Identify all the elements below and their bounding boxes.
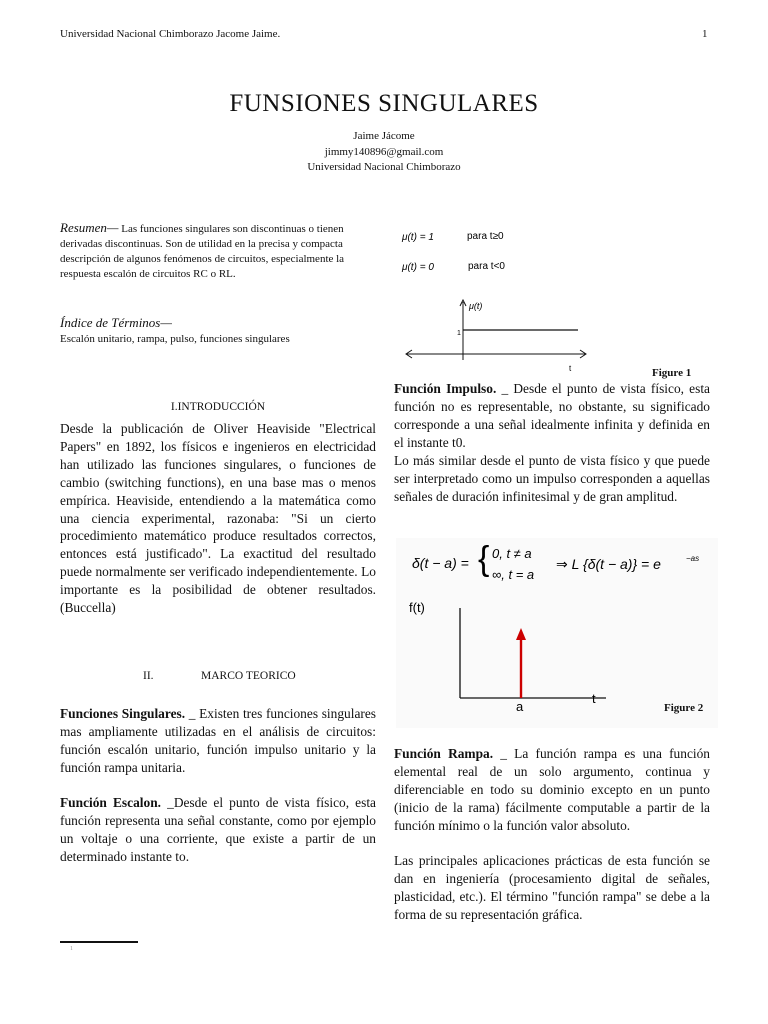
fig2-eq-exponent: −as [686,554,700,563]
figure-2 [396,538,718,728]
author-name: Jaime Jácome [353,130,415,142]
figure-1-caption: Figure 1 [652,367,692,379]
text-funcion-escalon: _Desde el punto de vista físico, esta función representa una señal constante, como por ejemplo un voltaje o una corriente, que existe a partir de un determinado instante to. [60,795,376,864]
text-funcion-impulso: _ Desde el punto de vista físico, esta función no es representable, no obstante, su significado corresponde a una señal idealmente infinita y definida en el instante t0. [394,381,710,450]
fig1-eq2-lhs: μ(t) = 0 [402,262,434,273]
fig2-x-label: t [592,691,596,706]
fig2-eq-lhs: δ(t − a) = [412,555,469,571]
fig1-eq1-lhs: μ(t) = 1 [402,232,434,243]
footnote-separator [60,941,138,943]
figure-1 [396,222,718,382]
index-terms-text: Escalón unitario, rampa, pulso, funciones singulares [60,333,290,345]
fig2-a-label: a [516,699,524,714]
fig2-brace: { [478,540,490,578]
author-email[interactable]: jimmy140896@gmail.com [324,146,444,158]
paragraph-rampa-2: Las principales aplicaciones prácticas de esta función se dan en ingeniería (procesamiento digital de señales, plasticidad, etc.). El término "función rampa" se debe a la forma de su representación gráfica. [394,853,710,922]
author-affiliation: Universidad Nacional Chimborazo [307,161,461,173]
running-header: Universidad Nacional Chimborazo Jacome Jaime. [60,28,281,40]
index-terms-label: Índice de Términos— [60,315,172,330]
paragraph-funcion-impulso [394,380,710,452]
fig1-eq2-cond: para t<0 [468,261,505,272]
term-funciones-singulares: Funciones Singulares. [60,706,186,721]
fig2-case1: 0, t ≠ a [492,546,532,561]
paragraph-funcion-escalon [60,794,376,866]
fig2-eq-rhs: ⇒ L {δ(t − a)} = e [556,556,661,572]
fig1-x-label: t [569,364,572,373]
text-funcion-rampa: _ La función rampa es una función elemental real de un solo argumento, continua y diferenciable en todo su dominio excepto en un punto (inicio de la rama) fácilmente computable a partir de la función mínimo o la función valor absoluto. [394,746,710,833]
term-funcion-escalon: Función Escalon. [60,795,161,810]
term-funcion-rampa: Función Rampa. [394,746,494,761]
abstract-text: Las funciones singulares son discontinuas o tienen derivadas discontinuas. Son de utilidad en la precisa y compacta descripción de algunos fenómenos de circuitos, especialmente la respuesta escalón de circuitos RC o RL. [60,223,345,280]
fig1-eq1-cond: para t≥0 [467,231,504,242]
fig2-case2: ∞, t = a [492,567,535,582]
section-heading-intro: I.INTRODUCCIÓN [170,401,266,413]
fig2-y-label: f(t) [409,600,425,615]
figure-2-caption: Figure 2 [664,702,704,714]
fig1-y-label: μ(t) [469,301,483,311]
fig2-impulse-arrowhead [516,628,526,640]
page-number: 1 [702,28,708,40]
paragraph-impulso-2: Lo más similar desde el punto de vista físico y que puede ser interpretado como un impulso corresponden a aquellas señales de duración infinitesimal y de gran amplitud. [394,453,710,504]
paper-title: FUNSIONES SINGULARES [229,90,539,117]
text-funciones-singulares: _ Existen tres funciones singulares mas ampliamente utilizadas en el análisis de circuitos: función escalón unitario, función impulso unitario y la función rampa unitaria. [60,706,376,775]
abstract [60,220,366,282]
footnote-mark: 1 [70,946,73,952]
paragraph-funciones-singulares [60,705,376,777]
section-number-2: II. [143,670,154,682]
figure-2-graphic [396,538,718,728]
intro-paragraph: Desde la publicación de Oliver Heaviside "Electrical Papers" en 1892, los físicos e ingenieros en electricidad han utilizado las funciones singulares, o funciones de cambio (switching functions), en una base mas o menos empírica. Heaviside, entendiendo a la matemática como una ciencia experimental, razonaba: "Si un cierto procedimiento matemático produce resultados correctos, entonces está justificado". La exactitud del resultado puede normalmente ser verificado independientemente. Lo importante es la posibilidad de obtener resultados. (Buccella) [60,421,376,616]
term-funcion-impulso: Función Impulso. [394,381,497,396]
fig1-tick-label: 1 [457,330,461,337]
section-heading-marco: MARCO TEORICO [201,670,296,682]
abstract-label: Resumen— [60,220,119,235]
figure-1-graphic [396,222,718,382]
paragraph-funcion-rampa [394,745,710,835]
